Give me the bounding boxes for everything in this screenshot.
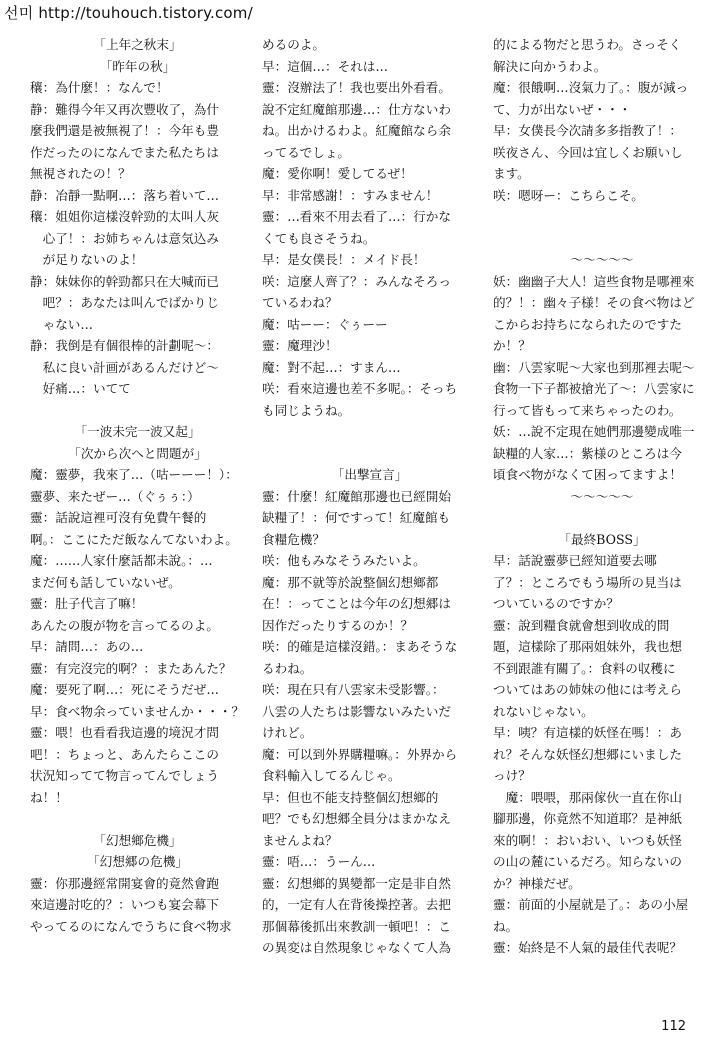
dialogue-line: あんたの腹が物を言ってるのよ。 (30, 617, 219, 633)
dialogue-line: やってるのになんでうちに食べ物求 (30, 918, 232, 934)
dialogue-line: 魔：對不起…：すまん… (262, 359, 401, 375)
dialogue-line: 魔：要死了啊…：死にそうだぜ… (30, 682, 219, 697)
dialogue-line: 早：咦？有這樣的妖怪在嗎！：あ (493, 725, 682, 740)
dialogue-line: 因作だったりするのか！？ (262, 617, 414, 633)
dialogue-line: 靈：有完沒完的啊？：またあんた？ (30, 660, 232, 676)
dialogue-line: 腳那邊，你竟然不知道耶？是神紙 (493, 811, 682, 826)
section-heading: 「最終BOSS」 (558, 531, 646, 547)
dialogue-line: くても良さそうね。 (262, 230, 376, 246)
dialogue-line: 早：這個…：それは… (262, 58, 388, 74)
dialogue-line: ね。出かけるわよ。紅魔館なら余 (262, 123, 451, 138)
dialogue-line: 咲：看來這邊也差不多呢。：そっち (262, 381, 458, 396)
dialogue-line: 早：但也不能支持整個幻想鄉的 (262, 789, 439, 805)
dialogue-line: 吧？でも幻想郷全員分はまかなえ (262, 811, 451, 826)
dialogue-line: 缺糧了！：何ですって！紅魔館も (262, 510, 451, 525)
section-heading: ～～～～～ (570, 252, 634, 267)
blank-line (262, 421, 477, 443)
dialogue-line: ってるでしょ。 (262, 144, 351, 160)
dialogue-line: れないじゃない。 (493, 703, 594, 719)
dialogue-line: 靈：始終是不人氣的最佳代表呢？ (493, 940, 682, 955)
dialogue-line: 静：我倒是有個很棒的計劃呢～： (30, 338, 219, 353)
dialogue-line: 幽：八雲家呢～大家也到那裡去呢～ (493, 359, 695, 375)
text-column-middle (262, 34, 477, 959)
dialogue-line: 吧！：ちょっと、あんたらここの (30, 746, 219, 762)
section-heading: 「幻想鄉危機」 (93, 832, 182, 848)
dialogue-line: ね。 (493, 918, 519, 934)
dialogue-line: 靈：前面的小屋就是了。：あの小屋 (493, 897, 689, 912)
dialogue-line: 私に良い計画があるんだけど～ (30, 359, 219, 375)
dialogue-line: 靈：唔…：うーん… (262, 854, 376, 869)
dialogue-line: 魔：靈夢，我來了…（咕ーーー！）： (30, 467, 238, 482)
dialogue-line: が足りないのよ！ (30, 252, 144, 267)
dialogue-line: 解決に向かうわよ。 (493, 58, 607, 74)
dialogue-line: 咲：的確是這樣沒錯。：まあそうな (262, 639, 458, 654)
dialogue-line: も同じようね。 (262, 402, 351, 418)
dialogue-line: 咲：現在只有八雲家未受影響。： (262, 682, 445, 697)
dialogue-line: か！？ (493, 338, 531, 353)
dialogue-line: 穰：為什麼！：なんで！ (30, 80, 169, 95)
dialogue-line: の山の麓にいるだろ。知らないの (493, 854, 682, 869)
dialogue-line: 了？：ところでもう場所の見当は (493, 574, 682, 590)
blank-line (262, 443, 477, 465)
dialogue-line: ついてはあの姉妹の他には考えら (493, 682, 682, 697)
dialogue-line: 吧？：あなたは叫んでばかりじ (30, 295, 219, 310)
dialogue-line: 來這邊討吃的？：いつも宴会幕下 (30, 897, 219, 912)
blank-line (30, 400, 245, 422)
dialogue-line: 靈夢、来たぜー…（ぐぅぅ：） (30, 488, 200, 504)
blank-line (493, 228, 711, 250)
dialogue-line: 咲：這麼人齊了？：みんなそろっ (262, 273, 451, 289)
dialogue-line: 作だったのになんでまた私たちは (30, 144, 219, 160)
dialogue-line: 食物一下子都被搶光了～：八雲家に (493, 381, 695, 396)
section-heading: 「幻想郷の危機」 (87, 854, 188, 869)
dialogue-line: めるのよ。 (262, 37, 325, 52)
dialogue-line: 咲夜さん、今回は宜しくお願いし (493, 144, 683, 160)
dialogue-line: 無視されたの！？ (30, 166, 131, 181)
dialogue-line: けれど。 (262, 725, 313, 740)
dialogue-line: ます。 (493, 166, 530, 181)
dialogue-line: 魔：咕ーー：ぐぅーー (262, 316, 388, 332)
dialogue-line: 魔：那不就等於說整個幻想鄉都 (262, 574, 439, 590)
dialogue-line: 靈：什麼！紅魔館那邊也已經開始 (262, 488, 451, 504)
dialogue-line: 靈：沒辦法了！我也要出外看看。 (262, 80, 451, 95)
dialogue-line: 早：女僕長今次請多多指教了！： (493, 123, 682, 138)
dialogue-line: 的による物だと思うわ。さっそく (493, 37, 682, 52)
dialogue-line: 咲：他もみなそうみたいよ。 (262, 553, 426, 568)
section-heading: 「昨年の秋」 (99, 58, 176, 74)
dialogue-line: 靈：說到糧食就會想到收成的問 (493, 617, 670, 633)
text-column-right (493, 34, 711, 959)
blank-line (493, 206, 711, 228)
dialogue-line: ついているのですか？ (493, 596, 619, 611)
dialogue-line: るわね。 (262, 660, 313, 676)
dialogue-line: こからお持ちになられたのですた (493, 316, 682, 332)
dialogue-line: 静：冶靜一點啊…：落ち着いて… (30, 187, 219, 203)
dialogue-line: 來的啊！：おいおい、いつも妖怪 (493, 832, 682, 848)
dialogue-line: 靈：肚子代言了嘛！ (30, 596, 144, 611)
dialogue-line: 八雲の人たちは影響ないみたいだ (262, 703, 451, 719)
dialogue-line: 不到跟誰有關了。：食料の収穫に (493, 660, 676, 676)
dialogue-line: 早：非常感謝！：すみません！ (262, 187, 439, 203)
dialogue-line: 靈：話說這裡可沒有免費午餐的 (30, 510, 207, 525)
dialogue-line: 靈：喂！也看看我這邊的境況才問 (30, 725, 219, 740)
section-heading: 「次から次へと問題が」 (68, 445, 207, 461)
dialogue-line: 早：食べ物余っていませんか・・・？ (30, 703, 245, 719)
section-heading: 「上年之秋末」 (93, 37, 182, 52)
text-column-left (30, 34, 245, 937)
dialogue-line: ゃない… (30, 316, 93, 332)
dialogue-line: 食糧危機？ (262, 531, 325, 547)
dialogue-line: 早：請問…：あの… (30, 639, 144, 654)
dialogue-line: 靈：魔理沙！ (262, 338, 338, 353)
dialogue-line: 好痛…：いてて (30, 381, 131, 396)
dialogue-line: の異変は自然現象じゃなくて人為 (262, 940, 451, 955)
dialogue-line: 啊。：ここにただ飯なんてないわよ。 (30, 531, 238, 547)
dialogue-line: まだ何も話していないぜ。 (30, 574, 181, 590)
section-heading: 「出撃宣言」 (331, 467, 408, 482)
dialogue-line: 妖：…說不定現在她們那邊變成唯一 (493, 424, 695, 439)
dialogue-line: 心了！：お姉ちゃんは意気込み (30, 230, 219, 246)
dialogue-line: 的？！：幽々子様！その食べ物はど (493, 295, 695, 310)
dialogue-line: ているわね？ (262, 295, 338, 310)
dialogue-line: か？神様だぜ。 (493, 875, 581, 891)
dialogue-line: 那個幕後抓出來教訓一頓吧！：こ (262, 918, 451, 934)
dialogue-line: 魔：可以到外界購糧嘛。：外界から (262, 746, 458, 762)
dialogue-line: っけ？ (493, 768, 531, 783)
dialogue-line: 在！：ってことは今年の幻想郷は (262, 596, 451, 611)
dialogue-line: 食料輸入してるんじゃ。 (262, 768, 401, 783)
blank-line (493, 507, 711, 529)
dialogue-line: 妖：幽幽子大人！這些食物是哪裡來 (493, 273, 695, 289)
dialogue-line: 頃食べ物がなくて困ってますよ！ (493, 467, 682, 482)
dialogue-line: 魔：很餓啊…沒氣力了。：腹が減っ (493, 80, 689, 95)
dialogue-line: 靈：…看來不用去看了…：行かな (262, 209, 451, 224)
dialogue-line: 說不定紅魔館那邊…：仕方ないわ (262, 101, 451, 117)
dialogue-line: 早：是女僕長！：メイド長！ (262, 252, 426, 267)
dialogue-line: 的，一定有人在背後操控著。去把 (262, 897, 451, 912)
dialogue-line: 早：話說靈夢已經知道要去哪 (493, 553, 657, 568)
dialogue-line: 魔：……人家什麼話都未說。：… (30, 553, 213, 568)
dialogue-line: れ？そんな妖怪幻想郷にいました (493, 746, 682, 762)
dialogue-line: 状況知ってて物言ってんでしょう (30, 768, 219, 783)
dialogue-line: 静：難得今年又再次豐收了，為什 (30, 101, 219, 117)
dialogue-line: 題，這樣除了那兩姐妹外，我也想 (493, 639, 682, 654)
dialogue-line: 缺糧的人家…：紫様のところは今 (493, 445, 682, 461)
dialogue-line: 靈：你那邊經常開宴會的竟然會跑 (30, 875, 219, 891)
section-heading: ～～～～～ (570, 488, 634, 504)
dialogue-line: 靈：幻想鄉的異變都一定是非自然 (262, 875, 451, 891)
section-heading: 「一波未完一波又起」 (74, 424, 201, 439)
dialogue-line: て、力が出ないぜ・・・ (493, 101, 632, 117)
dialogue-line: 行って皆もって来ちゃったのわ。 (493, 402, 682, 418)
dialogue-line: 魔：喂喂，那兩傢伙一直在你山 (493, 789, 682, 805)
dialogue-line: ね！！ (30, 789, 68, 805)
watermark: 선미 http://touhouch.tistory.com/ (4, 4, 253, 22)
dialogue-line: ませんよね？ (262, 832, 338, 848)
dialogue-line: 麼我們還是被無視了！：今年も豊 (30, 123, 219, 138)
blank-line (30, 808, 245, 830)
dialogue-line: 静：妹妹你的幹勁都只在大喊而已 (30, 273, 219, 289)
page-number: 112 (661, 1019, 686, 1034)
dialogue-line: 魔：愛你啊！愛してるぜ！ (262, 166, 413, 181)
dialogue-line: 咲：嗯呀ー：こちらこそ。 (493, 187, 644, 203)
dialogue-line: 穰：姐姐你這樣沒幹勁的太叫人灰 (30, 209, 219, 224)
